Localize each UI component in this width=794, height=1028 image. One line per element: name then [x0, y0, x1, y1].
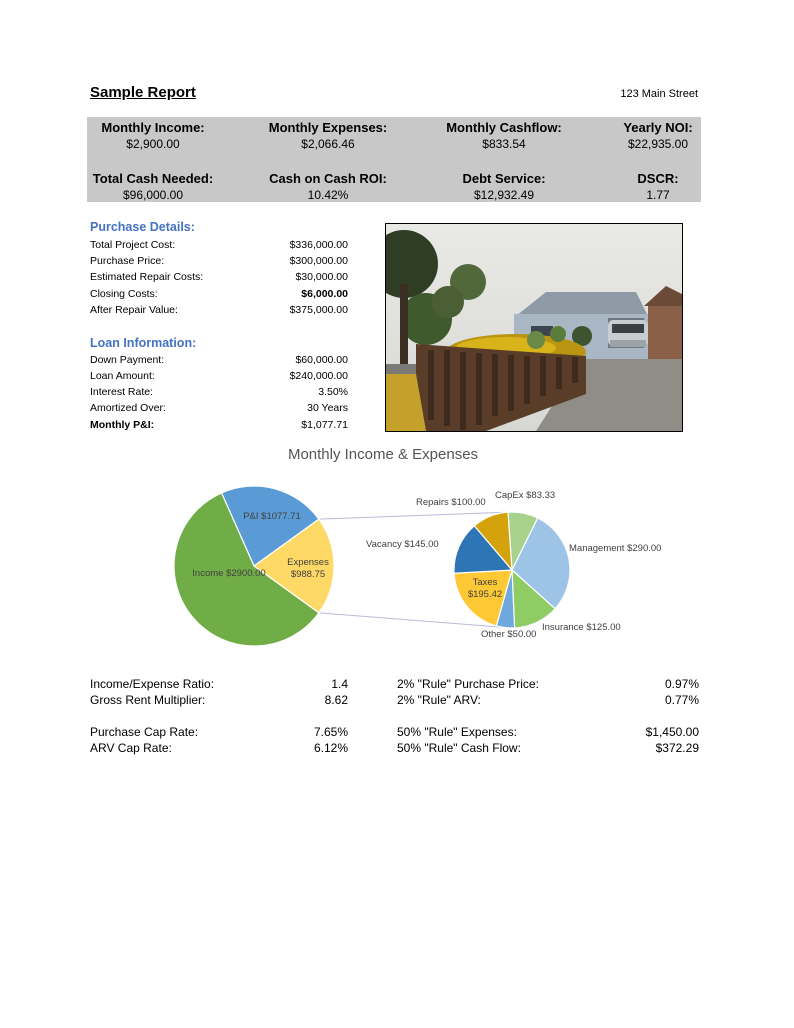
row-value: $375,000.00	[289, 304, 348, 316]
label-vacancy: Vacancy $145.00	[366, 539, 439, 550]
summary-yearly-noi	[583, 119, 733, 152]
loan-row	[90, 384, 348, 400]
summary-label: Total Cash Needed:	[92, 171, 214, 186]
pie-connector-line	[319, 512, 512, 519]
loan-row	[90, 368, 348, 384]
purchase-details-heading: Purchase Details:	[90, 220, 195, 234]
row-value: $300,000.00	[289, 255, 348, 267]
summary-label: Monthly Income:	[101, 120, 205, 135]
summary-panel	[87, 117, 701, 202]
summary-monthly-cashflow	[429, 119, 579, 152]
income-expense-pie-chart	[0, 476, 794, 652]
label-management: Management $290.00	[569, 543, 662, 554]
purchase-row	[90, 302, 348, 318]
summary-label: Cash on Cash ROI:	[269, 171, 387, 186]
metric-label: 50% "Rule" Cash Flow:	[397, 741, 521, 755]
summary-value: $833.54	[482, 137, 526, 151]
metric-value: 0.97%	[664, 677, 699, 691]
metric-row	[397, 676, 699, 692]
row-value: $30,000.00	[295, 271, 348, 283]
summary-label: Debt Service:	[462, 171, 546, 186]
summary-value: $22,935.00	[627, 137, 689, 151]
label-income: Income $2900.00	[192, 568, 266, 579]
summary-value: 1.77	[646, 188, 670, 202]
metric-label: 2% "Rule" ARV:	[397, 693, 481, 707]
metric-value: 6.12%	[313, 741, 348, 755]
metric-value: 7.65%	[313, 725, 348, 739]
summary-value: $96,000.00	[122, 188, 184, 202]
metric-value: $372.29	[655, 741, 699, 755]
metric-row	[397, 692, 699, 708]
metric-row	[90, 724, 348, 740]
row-value: $6,000.00	[301, 288, 348, 300]
metric-row	[90, 692, 348, 708]
metric-label: 2% "Rule" Purchase Price:	[397, 677, 539, 691]
row-value: $60,000.00	[295, 354, 348, 366]
row-label: Closing Costs:	[90, 288, 158, 300]
row-label: Down Payment:	[90, 354, 165, 366]
metric-value: 1.4	[331, 677, 348, 691]
property-address: 123 Main Street	[620, 88, 698, 100]
label-p-i: P&I $1077.71	[243, 511, 301, 522]
purchase-row	[90, 286, 348, 302]
label-insurance: Insurance $125.00	[542, 622, 621, 633]
row-label: Interest Rate:	[90, 386, 154, 398]
metric-label: Purchase Cap Rate:	[90, 725, 199, 739]
metric-row	[397, 740, 699, 756]
loan-information-heading: Loan Information:	[90, 336, 197, 350]
property-photo	[385, 223, 683, 432]
purchase-row	[90, 269, 348, 285]
summary-label: Yearly NOI:	[623, 120, 693, 135]
label-taxes: Taxes $195.42	[467, 577, 503, 600]
label-other: Other $50.00	[481, 629, 537, 640]
metric-row	[90, 676, 348, 692]
summary-value: $2,900.00	[126, 137, 180, 151]
summary-total-cash-needed	[78, 170, 228, 203]
summary-value: 10.42%	[307, 188, 349, 202]
chart-title: Monthly Income & Expenses	[287, 446, 479, 463]
report-title: Sample Report	[90, 84, 196, 101]
loan-row	[90, 400, 348, 416]
row-label: Estimated Repair Costs:	[90, 271, 204, 283]
summary-label: Monthly Expenses:	[268, 120, 388, 135]
row-label: Purchase Price:	[90, 255, 165, 267]
metric-label: ARV Cap Rate:	[90, 741, 172, 755]
loan-row	[90, 352, 348, 368]
summary-debt-service	[429, 170, 579, 203]
metric-value: 8.62	[324, 693, 348, 707]
row-value: $240,000.00	[289, 370, 348, 382]
summary-dscr	[583, 170, 733, 203]
summary-label: Monthly Cashflow:	[446, 120, 562, 135]
summary-monthly-expenses	[253, 119, 403, 152]
metric-row	[397, 724, 699, 740]
metric-value: $1,450.00	[645, 725, 699, 739]
row-value: $1,077.71	[301, 419, 348, 431]
row-label: After Repair Value:	[90, 304, 178, 316]
summary-value: $2,066.46	[301, 137, 355, 151]
label-repairs: Repairs $100.00	[416, 497, 486, 508]
metric-row	[90, 740, 348, 756]
row-label: Monthly P&I:	[90, 419, 155, 431]
label-capex: CapEx $83.33	[495, 490, 556, 501]
row-label: Loan Amount:	[90, 370, 155, 382]
summary-label: DSCR:	[637, 171, 679, 186]
summary-value: $12,932.49	[473, 188, 535, 202]
metric-label: Income/Expense Ratio:	[90, 677, 215, 691]
purchase-row	[90, 253, 348, 269]
summary-monthly-income	[78, 119, 228, 152]
row-value: $336,000.00	[289, 239, 348, 251]
metric-label: Gross Rent Multiplier:	[90, 693, 206, 707]
purchase-row	[90, 237, 348, 253]
row-value: 30 Years	[307, 402, 348, 414]
row-label: Total Project Cost:	[90, 239, 176, 251]
row-label: Amortized Over:	[90, 402, 166, 414]
label-expenses: Expenses $988.75	[287, 557, 329, 580]
loan-row	[90, 417, 348, 433]
metric-value: 0.77%	[664, 693, 699, 707]
summary-cash-on-cash-roi	[253, 170, 403, 203]
house-illustration	[386, 224, 682, 431]
metric-label: 50% "Rule" Expenses:	[397, 725, 517, 739]
row-value: 3.50%	[318, 386, 348, 398]
